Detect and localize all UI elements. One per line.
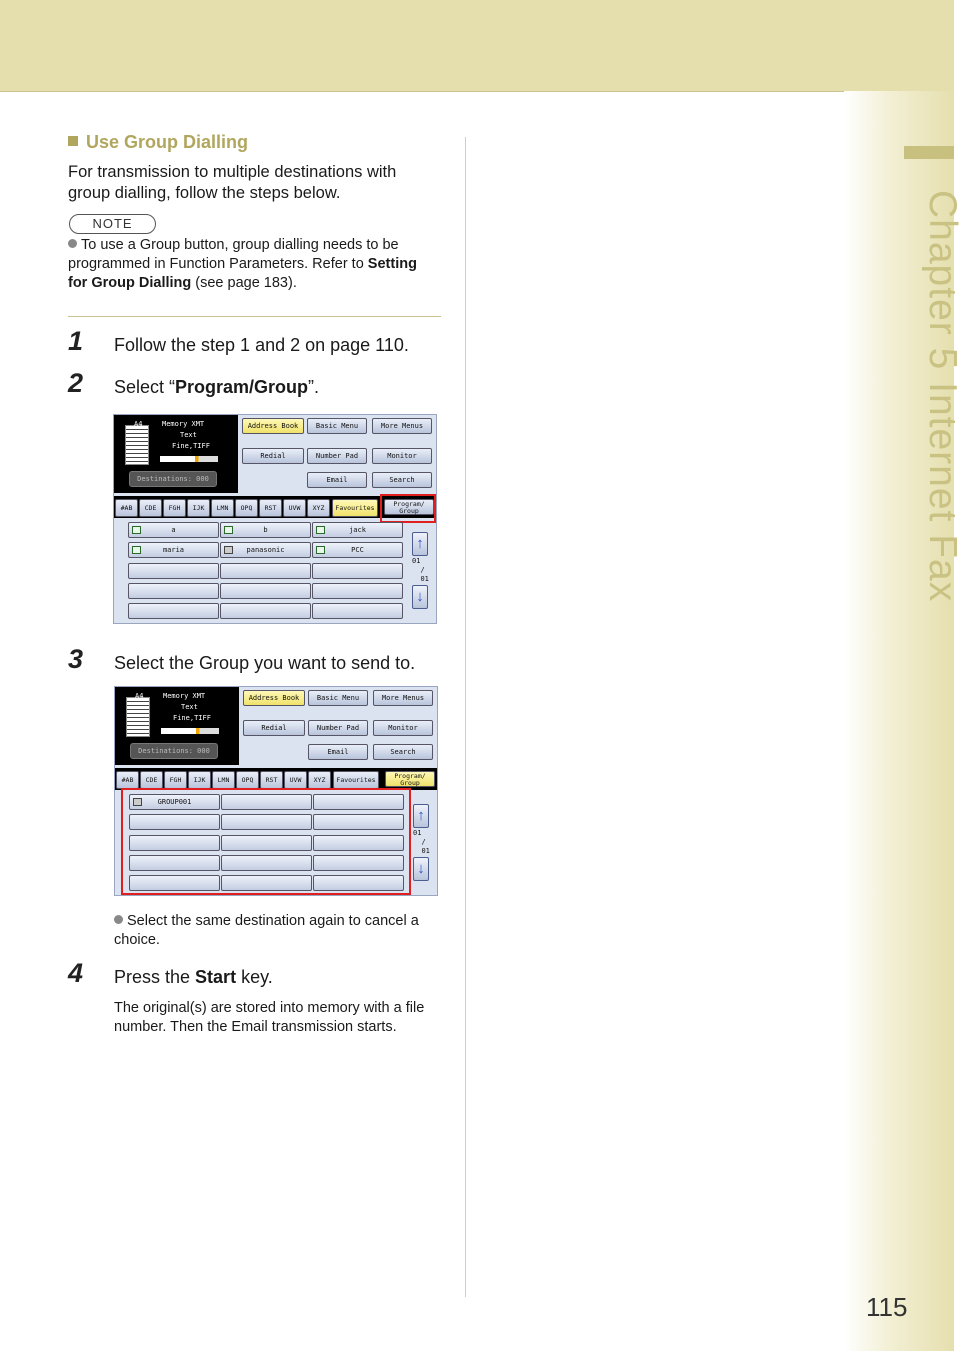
tab-fgh[interactable]: FGH (163, 499, 186, 517)
number-pad-button[interactable]: Number Pad (307, 448, 367, 464)
tab-uvw[interactable]: UVW (284, 771, 307, 789)
monitor-button[interactable]: Monitor (372, 448, 432, 464)
mode-label: Memory XMT (163, 692, 206, 700)
tab-fgh[interactable]: FGH (164, 771, 187, 789)
empty-cell[interactable] (128, 603, 219, 619)
email-icon (316, 546, 325, 554)
tab-xyz[interactable]: XYZ (308, 771, 331, 789)
tab-favourites[interactable]: Favourites (333, 771, 379, 789)
tab-xyz[interactable]: XYZ (307, 499, 330, 517)
highlight-box (121, 788, 411, 895)
empty-cell[interactable] (220, 603, 311, 619)
tab-ijk[interactable]: IJK (187, 499, 210, 517)
paper-size: A4 (135, 692, 144, 700)
note-label: NOTE (69, 214, 156, 234)
basic-menu-button[interactable]: Basic Menu (307, 418, 367, 434)
step-text-a: Select “ (114, 377, 176, 397)
destination-label: PCC (351, 546, 364, 554)
empty-cell[interactable] (128, 583, 219, 599)
screen-select-group (114, 686, 438, 896)
tab-rst[interactable]: RST (259, 499, 282, 517)
note-text (68, 236, 440, 293)
step-text-b: key. (236, 967, 273, 987)
step-text: Select the Group you want to send to. (114, 653, 416, 673)
redial-button[interactable]: Redial (243, 720, 305, 736)
step-bullet (114, 912, 439, 950)
step-number: 4 (68, 958, 84, 988)
search-button[interactable]: Search (372, 472, 432, 488)
more-menus-button[interactable]: More Menus (373, 690, 433, 706)
tab-ijk[interactable]: IJK (188, 771, 211, 789)
tab-row (115, 768, 437, 790)
destination-label: b (263, 526, 268, 534)
empty-cell[interactable] (220, 583, 311, 599)
destination-label: maria (162, 546, 185, 554)
scroll-down-button[interactable]: ↓ (412, 585, 428, 609)
document-icon (126, 697, 150, 737)
page-current: 01 (413, 829, 422, 837)
page-indicator (412, 557, 429, 584)
step-bullet-text: Select the same destination again to cancel a choice. (114, 913, 419, 948)
destination-cell[interactable] (312, 542, 403, 558)
tab-lmn[interactable]: LMN (211, 499, 234, 517)
highlight-box (380, 494, 436, 523)
destinations-counter: Destinations: 000 (130, 743, 218, 759)
step-text-b: ”. (308, 377, 320, 397)
chapter-title: Chapter 5 Internet Fax (921, 190, 964, 603)
screen-program-group (113, 414, 437, 624)
divider (68, 316, 441, 317)
contrast-bar (160, 456, 218, 462)
text-mode-label: Text (181, 703, 198, 711)
tab-uvw[interactable]: UVW (283, 499, 306, 517)
destination-cell[interactable] (220, 522, 311, 538)
email-icon (316, 526, 325, 534)
section-heading-text: Use Group Dialling (86, 132, 249, 152)
format-label: Fine,TIFF (172, 442, 210, 450)
email-icon (224, 526, 233, 534)
text-mode-label: Text (180, 431, 197, 439)
tab-ab[interactable]: #AB (115, 499, 138, 517)
destination-cell[interactable] (220, 542, 311, 558)
program-group-button[interactable]: Program/ Group (384, 499, 434, 515)
tab-cde[interactable]: CDE (139, 499, 162, 517)
scroll-up-button[interactable]: ↑ (413, 804, 429, 828)
step-text-bold: Program/Group (175, 377, 309, 397)
bullet-icon (68, 239, 77, 248)
tab-ab[interactable]: #AB (116, 771, 139, 789)
redial-button[interactable]: Redial (242, 448, 304, 464)
program-group-button[interactable]: Program/ Group (385, 771, 435, 787)
scroll-down-button[interactable]: ↓ (413, 857, 429, 881)
destinations-counter: Destinations: 000 (129, 471, 217, 487)
step-text: Follow the step 1 and 2 on page 110. (114, 335, 409, 355)
email-button[interactable]: Email (307, 472, 367, 488)
number-pad-button[interactable]: Number Pad (308, 720, 368, 736)
tab-cde[interactable]: CDE (140, 771, 163, 789)
phone-icon (224, 546, 233, 554)
email-button[interactable]: Email (308, 744, 368, 760)
step-text-bold: Start (195, 967, 237, 987)
search-button[interactable]: Search (373, 744, 433, 760)
destination-label: a (171, 526, 176, 534)
empty-cell[interactable] (220, 563, 311, 579)
address-book-button[interactable]: Address Book (242, 418, 304, 434)
step-text (114, 967, 273, 988)
tab-opq[interactable]: OPQ (236, 771, 259, 789)
status-panel (115, 687, 239, 765)
empty-cell[interactable] (128, 563, 219, 579)
status-panel (114, 415, 238, 493)
square-bullet-icon (68, 136, 78, 146)
document-icon (125, 425, 149, 465)
step-number: 1 (68, 326, 84, 356)
page-number: 115 (866, 1292, 908, 1322)
scroll-up-button[interactable]: ↑ (412, 532, 428, 556)
mode-label: Memory XMT (162, 420, 205, 428)
page-indicator (413, 829, 430, 856)
section-heading (68, 132, 248, 153)
column-divider (465, 137, 466, 1297)
empty-cell[interactable] (312, 583, 403, 599)
step-text-a: Press the (114, 967, 196, 987)
page-separator: / (421, 838, 426, 846)
destination-label: panasonic (246, 546, 285, 554)
destination-label: jack (349, 526, 366, 534)
header-band (0, 0, 954, 92)
page-total: 01 (420, 575, 429, 583)
page-separator: / (420, 566, 425, 574)
contrast-bar (161, 728, 219, 734)
destination-cell[interactable] (312, 522, 403, 538)
step-description: The original(s) are stored into memory with a file number. Then the Email transmission starts. (114, 1000, 425, 1035)
destination-cell[interactable] (128, 542, 219, 558)
empty-cell[interactable] (312, 563, 403, 579)
tab-rst[interactable]: RST (260, 771, 283, 789)
intro-paragraph: For transmission to multiple destinations with group dialling, follow the steps below. (68, 163, 397, 202)
empty-cell[interactable] (312, 603, 403, 619)
format-label: Fine,TIFF (173, 714, 211, 722)
page-current: 01 (412, 557, 421, 565)
note-text-b: (see page 183). (191, 275, 297, 291)
page-total: 01 (421, 847, 430, 855)
note-link-text: Setting for Group Dialling (68, 256, 417, 291)
tab-favourites[interactable]: Favourites (332, 499, 378, 517)
monitor-button[interactable]: Monitor (373, 720, 433, 736)
tab-lmn[interactable]: LMN (212, 771, 235, 789)
group-label: GROUP001 (157, 798, 192, 806)
note-text-a: To use a Group button, group dialling needs to be programmed in Function Parameters. Refer to (68, 237, 399, 272)
basic-menu-button[interactable]: Basic Menu (308, 690, 368, 706)
destination-cell[interactable] (128, 522, 219, 538)
step-number: 3 (68, 644, 84, 674)
email-icon (132, 526, 141, 534)
email-icon (132, 546, 141, 554)
address-book-button[interactable]: Address Book (243, 690, 305, 706)
step-text (114, 377, 319, 398)
paper-size: A4 (134, 420, 143, 428)
more-menus-button[interactable]: More Menus (372, 418, 432, 434)
tab-opq[interactable]: OPQ (235, 499, 258, 517)
bullet-icon (114, 915, 123, 924)
step-number: 2 (68, 368, 84, 398)
chapter-marker (904, 146, 954, 159)
